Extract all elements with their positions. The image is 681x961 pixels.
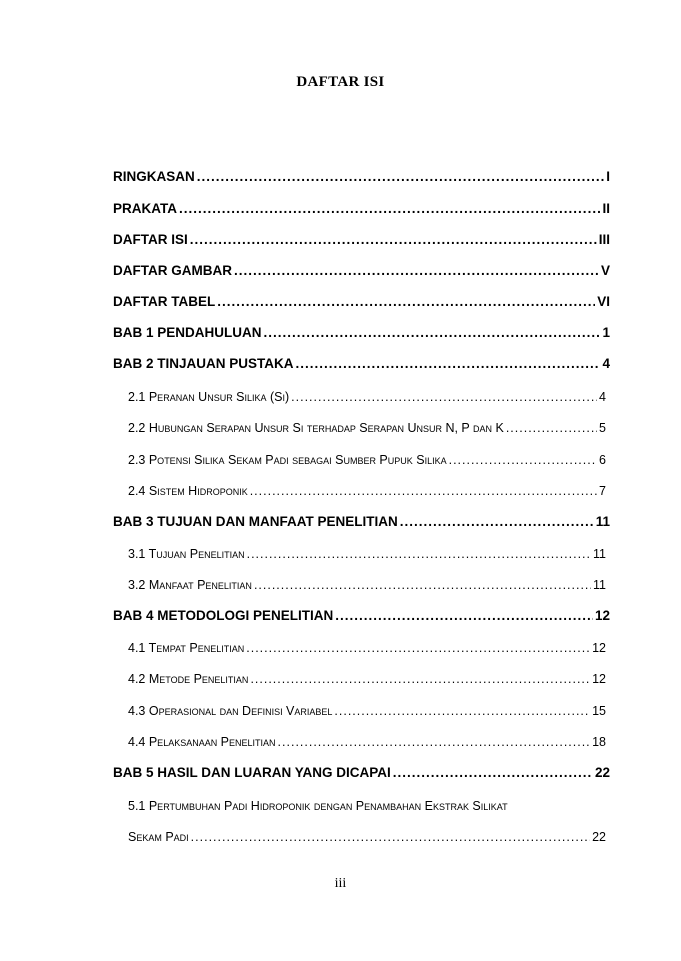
- dot-leader: [250, 481, 597, 501]
- toc-entry-3-2[interactable]: [128, 575, 606, 595]
- toc-entry-label: DAFTAR ISI: [113, 232, 188, 247]
- toc-entry-bab-2[interactable]: [113, 354, 610, 374]
- toc-entry-page: III: [598, 232, 610, 247]
- toc-entry-3-1[interactable]: [128, 544, 606, 564]
- toc-entry-4-4[interactable]: [128, 732, 606, 752]
- dot-leader: [264, 323, 601, 343]
- page-number: iii: [334, 876, 347, 891]
- toc-entry-page: II: [602, 201, 610, 216]
- dot-leader: [191, 827, 590, 847]
- toc-entry-label: 4.4 Pelaksanaan Penelitian: [128, 735, 276, 749]
- toc-entry-page: 12: [592, 641, 606, 655]
- dot-leader: [254, 575, 591, 595]
- toc-entry-label: BAB 4 METODOLOGI PENELITIAN: [113, 608, 334, 623]
- toc-entry-page: V: [600, 263, 610, 278]
- toc-entry-2-4[interactable]: [128, 481, 606, 501]
- dot-leader: [506, 418, 597, 438]
- toc-entry-page: 6: [599, 453, 606, 467]
- dot-leader: [217, 292, 595, 312]
- dot-leader: [400, 512, 594, 532]
- toc-entry-label: DAFTAR TABEL: [113, 294, 216, 309]
- toc-entry-daftar-gambar[interactable]: [113, 261, 610, 281]
- page-title: DAFTAR ISI: [296, 74, 385, 90]
- dot-leader: [250, 669, 590, 689]
- dot-leader: [247, 544, 591, 564]
- toc-entry-page: 4: [599, 390, 606, 404]
- toc-entry-label: Sekam Padi: [128, 830, 189, 844]
- toc-entry-label: PRAKATA: [113, 201, 177, 216]
- dot-leader: [246, 638, 590, 658]
- toc-entry-2-3[interactable]: [128, 450, 606, 470]
- toc-entry-label: 2.2 Hubungan Serapan Unsur Si terhadap Serapan Unsur N, P dan K: [128, 421, 504, 435]
- toc-entry-label: 4.2 Metode Penelitian: [128, 672, 249, 686]
- dot-leader: [335, 606, 593, 626]
- toc-entry-prakata[interactable]: [113, 199, 610, 219]
- toc-entry-label: 3.1 Tujuan Penelitian: [128, 547, 245, 561]
- toc-entry-2-2[interactable]: [128, 418, 606, 438]
- dot-leader: [449, 450, 597, 470]
- toc-entry-page: 11: [593, 578, 606, 592]
- toc-entry-label: 2.3 Potensi Silika Sekam Padi sebagai Sumber Pupuk Silika: [128, 453, 447, 467]
- toc-entry-daftar-tabel[interactable]: [113, 292, 610, 312]
- toc-entry-page: I: [606, 169, 610, 184]
- toc-entry-label: 3.2 Manfaat Penelitian: [128, 578, 252, 592]
- toc-entry-4-1[interactable]: [128, 638, 606, 658]
- toc-entry-bab-3[interactable]: [113, 512, 610, 532]
- toc-entry-page: 18: [592, 735, 606, 749]
- toc-entry-daftar-isi[interactable]: [113, 230, 610, 250]
- dot-leader: [334, 701, 590, 721]
- toc-entry-page: 15: [592, 704, 606, 718]
- dot-leader: [234, 261, 599, 281]
- toc-entry-page: 12: [592, 672, 606, 686]
- dot-leader: [190, 230, 597, 250]
- dot-leader: [393, 763, 593, 783]
- toc-entry-label: 4.3 Operasional dan Definisi Variabel: [128, 704, 333, 718]
- toc-entry-page: 11: [595, 514, 610, 529]
- dot-leader: [296, 354, 601, 374]
- toc-entry-5-1[interactable]: [128, 827, 606, 847]
- toc-entry-bab-5[interactable]: [113, 763, 610, 783]
- toc-entry-bab-4[interactable]: [113, 606, 610, 626]
- toc-entry-4-2[interactable]: [128, 669, 606, 689]
- dot-leader: [197, 167, 604, 187]
- toc-entry-page: VI: [597, 294, 610, 309]
- toc-entry-label: BAB 5 HASIL DAN LUARAN YANG DICAPAI: [113, 765, 391, 780]
- toc-entry-label: DAFTAR GAMBAR: [113, 263, 232, 278]
- toc-entry-page: 22: [592, 830, 606, 844]
- toc-entry-label: BAB 3 TUJUAN DAN MANFAAT PENELITIAN: [113, 514, 398, 529]
- toc-entry-ringkasan[interactable]: [113, 167, 610, 187]
- toc-entry-5-1-line-1[interactable]: 5.1 Pertumbuhan Padi Hidroponik dengan Penambahan Ekstrak Silikat: [128, 799, 508, 813]
- toc-entry-label: 2.1 Peranan Unsur Silika (Si): [128, 390, 290, 404]
- toc-entry-page: 22: [594, 765, 610, 780]
- toc-entry-page: 12: [594, 608, 610, 623]
- toc-entry-page: 1: [602, 325, 610, 340]
- dot-leader: [278, 732, 591, 752]
- toc-entry-label: 2.4 Sistem Hidroponik: [128, 484, 248, 498]
- toc-entry-label: BAB 1 PENDAHULUAN: [113, 325, 262, 340]
- toc-entry-2-1[interactable]: [128, 387, 606, 407]
- toc-entry-4-3[interactable]: [128, 701, 606, 721]
- toc-entry-label: RINGKASAN: [113, 169, 195, 184]
- toc-entry-page: 5: [599, 421, 606, 435]
- toc-entry-bab-1[interactable]: [113, 323, 610, 343]
- toc-entry-label: BAB 2 TINJAUAN PUSTAKA: [113, 356, 294, 371]
- toc-entry-label: 4.1 Tempat Penelitian: [128, 641, 245, 655]
- toc-entry-page: 4: [602, 356, 610, 371]
- dot-leader: [291, 387, 597, 407]
- toc-entry-page: 7: [599, 484, 606, 498]
- dot-leader: [179, 199, 600, 219]
- toc-entry-page: 11: [593, 547, 606, 561]
